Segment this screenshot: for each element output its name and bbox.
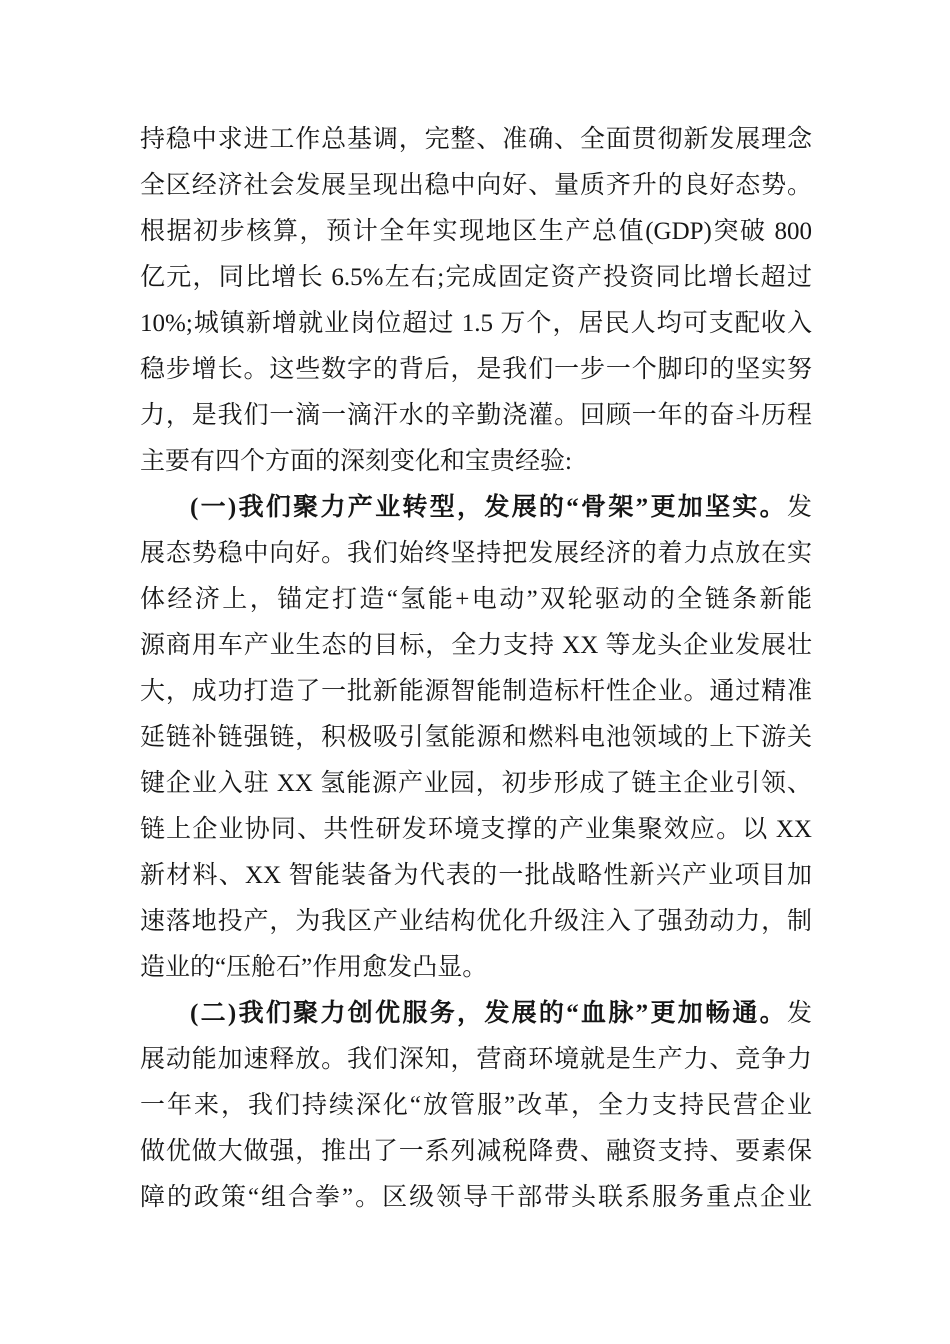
text-line [140, 531, 812, 577]
body-text: 稳步增长。这些数字的背后，是我们一步一个脚印的坚实努 [140, 356, 812, 383]
text-line [140, 163, 812, 209]
body-text: 发 [786, 1000, 812, 1027]
text-line [140, 347, 812, 393]
text-line [140, 807, 812, 853]
text-line [140, 1129, 812, 1175]
body-text: 源商用车产业生态的目标，全力支持 XX 等龙头企业发展壮 [140, 632, 812, 659]
text-line [140, 117, 812, 163]
bold-heading-text: (二)我们聚力创优服务，发展的“血脉”更加畅通。 [190, 1000, 787, 1027]
body-text: 持稳中求进工作总基调，完整、准确、全面贯彻新发展理念 [140, 126, 812, 153]
text-line [140, 1083, 812, 1129]
page-content [140, 117, 812, 1221]
body-text: 展态势稳中向好。我们始终坚持把发展经济的着力点放在实 [140, 540, 812, 567]
body-text: 新材料、XX 智能装备为代表的一批战略性新兴产业项目加 [140, 862, 812, 889]
text-line [140, 853, 812, 899]
body-text: 延链补链强链，积极吸引氢能源和燃料电池领域的上下游关 [140, 724, 812, 751]
body-text: 全区经济社会发展呈现出稳中向好、量质齐升的良好态势。 [140, 172, 812, 199]
body-text: 一年来，我们持续深化“放管服”改革，全力支持民营企业 [140, 1092, 812, 1119]
body-text: 主要有四个方面的深刻变化和宝贵经验: [140, 448, 572, 475]
text-line [140, 669, 812, 715]
body-text: 体经济上，锚定打造“氢能+电动”双轮驱动的全链条新能 [140, 586, 812, 613]
body-text: 亿元，同比增长 6.5%左右;完成固定资产投资同比增长超过 [140, 264, 812, 291]
text-line [140, 301, 812, 347]
text-line [140, 577, 812, 623]
body-text: 做优做大做强，推出了一系列减税降费、融资支持、要素保 [140, 1138, 812, 1165]
body-text: 速落地投产，为我区产业结构优化升级注入了强劲动力，制 [140, 908, 812, 935]
text-line [140, 715, 812, 761]
body-text: 10%;城镇新增就业岗位超过 1.5 万个，居民人均可支配收入 [140, 310, 812, 337]
body-text: 展动能加速释放。我们深知，营商环境就是生产力、竞争力 [140, 1046, 812, 1073]
body-text: 根据初步核算，预计全年实现地区生产总值(GDP)突破 800 [140, 218, 812, 245]
body-text: 键企业入驻 XX 氢能源产业园，初步形成了链主企业引领、 [140, 770, 812, 797]
body-text: 造业的“压舱石”作用愈发凸显。 [140, 954, 488, 981]
bold-heading-text: (一)我们聚力产业转型，发展的“骨架”更加坚实。 [190, 494, 787, 521]
body-text: 障的政策“组合拳”。区级领导干部带头联系服务重点企业 [140, 1184, 812, 1211]
body-text: 大，成功打造了一批新能源智能制造标杆性企业。通过精准 [140, 678, 812, 705]
body-text: 链上企业协同、共性研发环境支撑的产业集聚效应。以 XX [140, 816, 812, 843]
text-line [140, 1037, 812, 1083]
text-line [140, 899, 812, 945]
text-line [140, 761, 812, 807]
text-line [140, 1175, 812, 1221]
text-line [140, 485, 812, 531]
text-line [140, 945, 812, 991]
body-text: 力，是我们一滴一滴汗水的辛勤浇灌。回顾一年的奋斗历程 [140, 402, 812, 429]
text-line [140, 623, 812, 669]
text-line [140, 393, 812, 439]
body-text: 发 [786, 494, 812, 521]
text-line [140, 255, 812, 301]
text-line [140, 991, 812, 1037]
text-line [140, 209, 812, 255]
text-line [140, 439, 812, 485]
